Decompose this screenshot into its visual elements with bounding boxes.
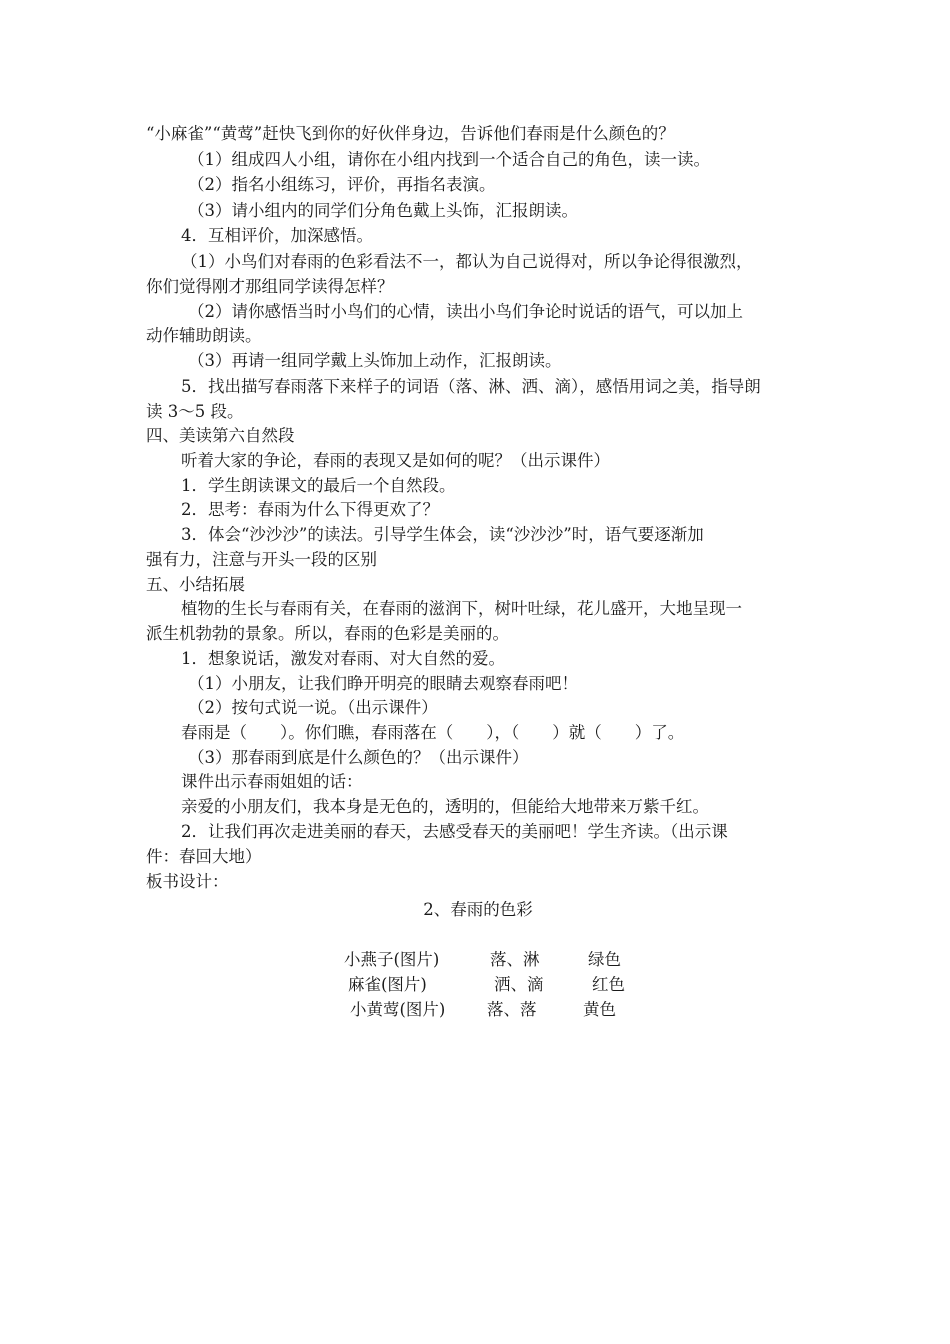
paragraph-line: 读 3～5 段。	[146, 402, 244, 421]
paragraph-line: 4．互相评价，加深感悟。	[181, 226, 373, 245]
board-color: 绿色	[588, 950, 621, 969]
paragraph-line: “小麻雀”“黄莺”赶快飞到你的好伙伴身边，告诉他们春雨是什么颜色的？	[146, 124, 675, 143]
paragraph-line: （2）指名小组练习，评价，再指名表演。	[188, 175, 496, 194]
paragraph-line: 3．体会“沙沙沙”的读法。引导学生体会，读“沙沙沙”时，语气要逐渐加	[181, 525, 704, 544]
paragraph-line: 动作辅助朗读。	[146, 326, 262, 345]
paragraph-line: 派生机勃勃的景象。所以，春雨的色彩是美丽的。	[146, 624, 509, 643]
board-color: 红色	[592, 975, 625, 994]
paragraph-line: （1）组成四人小组，请你在小组内找到一个适合自己的角色，读一读。	[188, 150, 710, 169]
paragraph-line: 亲爱的小朋友们，我本身是无色的，透明的，但能给大地带来万紫千红。	[181, 797, 709, 816]
paragraph-line: （1）小鸟们对春雨的色彩看法不一，都认为自己说得对，所以争论得很激烈，	[181, 252, 753, 271]
paragraph-line: 1．学生朗读课文的最后一个自然段。	[181, 476, 456, 495]
paragraph-line: （1）小朋友，让我们睁开明亮的眼睛去观察春雨吧！	[188, 674, 578, 693]
paragraph-line: （3）再请一组同学戴上头饰加上动作，汇报朗读。	[188, 351, 562, 370]
paragraph-line: 课件出示春雨姐姐的话：	[181, 772, 363, 791]
board-words: 落、淋	[490, 950, 540, 969]
section-heading: 四、美读第六自然段	[146, 426, 295, 445]
paragraph-line: 强有力，注意与开头一段的区别	[146, 550, 377, 569]
section-heading: 五、小结拓展	[146, 575, 245, 594]
paragraph-line: 1．想象说话，激发对春雨、对大自然的爱。	[181, 649, 505, 668]
board-bird: 麻雀(图片)	[348, 975, 427, 994]
paragraph-line: 春雨是（ ）。你们瞧，春雨落在（ ），（ ）就（ ）了。	[181, 723, 685, 742]
board-design-label: 板书设计：	[146, 872, 229, 891]
paragraph-line: 2．思考：春雨为什么下得更欢了？	[181, 500, 439, 519]
paragraph-line: 听着大家的争论，春雨的表现又是如何的呢？（出示课件）	[181, 451, 610, 470]
paragraph-line: （3）那春雨到底是什么颜色的？（出示课件）	[188, 748, 529, 767]
paragraph-line: 植物的生长与春雨有关，在春雨的滋润下，树叶吐绿，花儿盛开，大地呈现一	[181, 599, 742, 618]
board-color: 黄色	[583, 1000, 616, 1019]
paragraph-line: 5．找出描写春雨落下来样子的词语（落、淋、洒、滴），感悟用词之美，指导朗	[181, 377, 761, 396]
board-words: 洒、滴	[494, 975, 544, 994]
paragraph-line: （2）按句式说一说。（出示课件）	[188, 698, 438, 717]
board-title: 2、春雨的色彩	[423, 900, 533, 919]
paragraph-line: 你们觉得刚才那组同学读得怎样？	[146, 277, 394, 296]
paragraph-line: 2．让我们再次走进美丽的春天，去感受春天的美丽吧！学生齐读。（出示课	[181, 822, 728, 841]
board-bird: 小黄莺(图片)	[350, 1000, 446, 1019]
board-words: 落、落	[487, 1000, 537, 1019]
paragraph-line: （2）请你感悟当时小鸟们的心情，读出小鸟们争论时说话的语气，可以加上	[188, 302, 743, 321]
paragraph-line: （3）请小组内的同学们分角色戴上头饰，汇报朗读。	[188, 201, 578, 220]
board-bird: 小燕子(图片)	[344, 950, 440, 969]
paragraph-line: 件：春回大地）	[146, 847, 262, 866]
